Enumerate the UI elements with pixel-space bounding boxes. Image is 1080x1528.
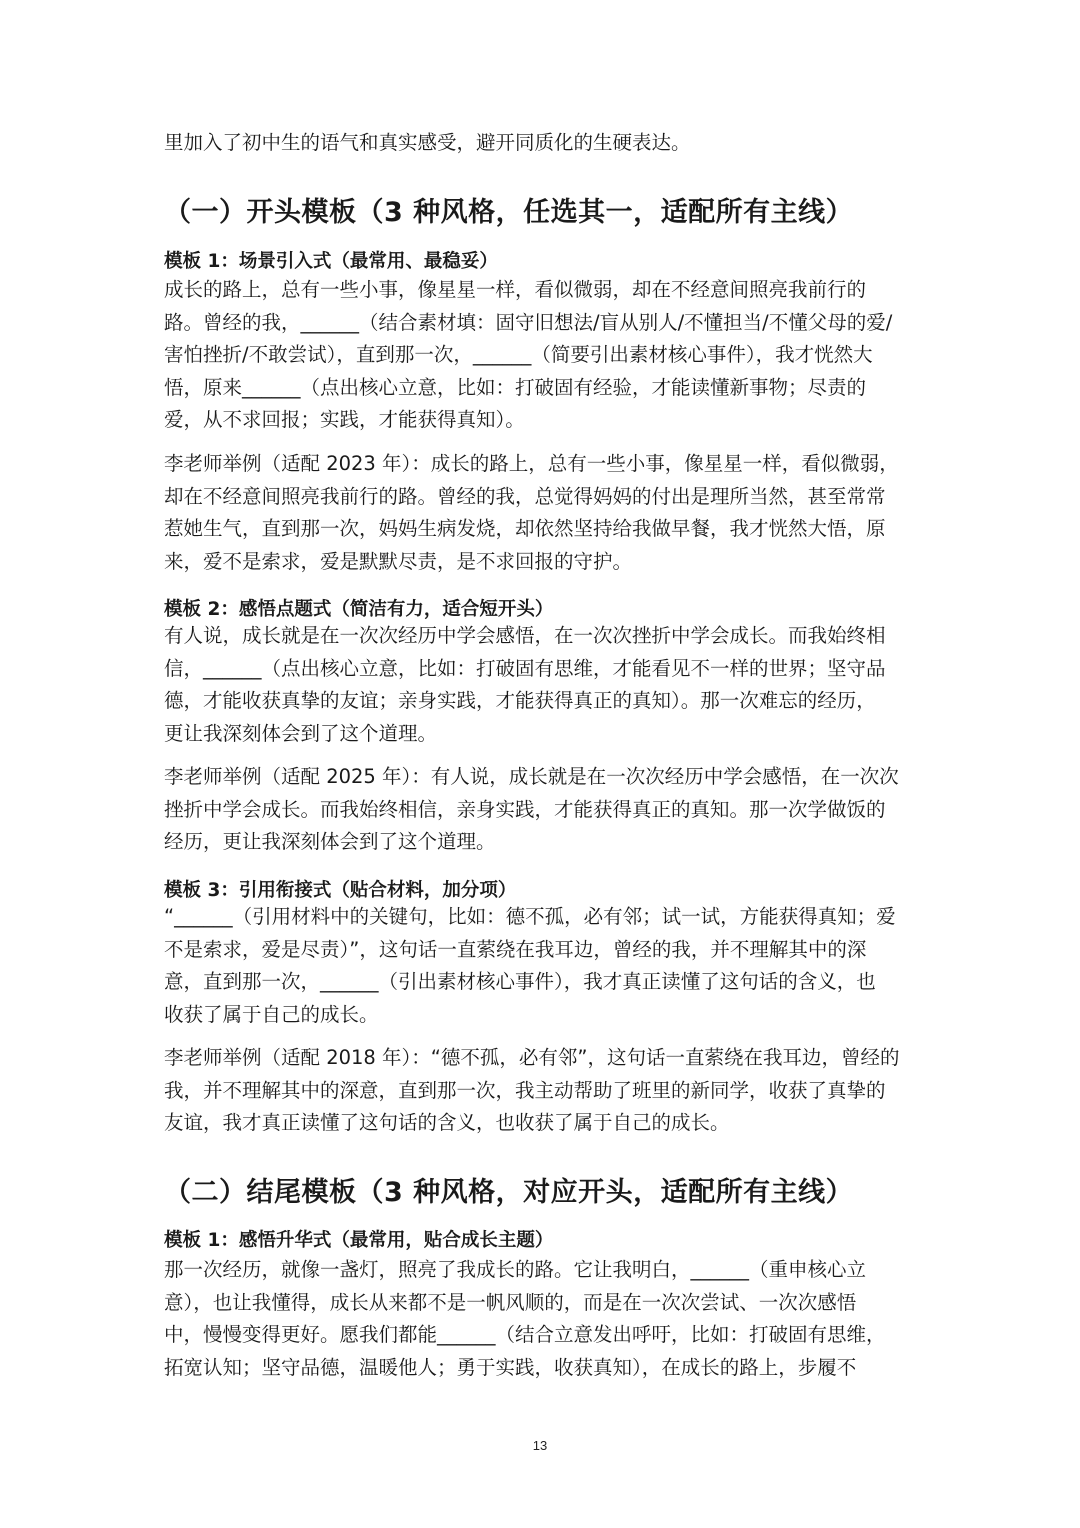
template-1-heading: 模板 1：场景引入式（最常用、最稳妥） [164, 251, 498, 272]
text-line: 不是索求，爱是尽责）”，这句话一直萦绕在我耳边，曾经的我，并不理解其中的深 [164, 937, 867, 961]
text-line: 那一次经历，就像一盏灯，照亮了我成长的路。它让我明白，______（重申核心立 [164, 1258, 867, 1281]
template-2-example [164, 761, 924, 859]
template-2-paragraph [164, 620, 924, 750]
ending-template-1-paragraph [164, 1254, 924, 1384]
text-line: 中，慢慢变得更好。愿我们都能______（结合立意发出呼吁，比如：打破固有思维， [164, 1323, 886, 1346]
template-3-heading: 模板 3：引用衔接式（贴合材料，加分项） [164, 880, 517, 901]
section-heading-opening: （一）开头模板（3 种风格，任选其一，适配所有主线） [164, 197, 854, 228]
text-line: 经历，更让我深刻体会到了这个道理。 [164, 830, 496, 853]
text-line: 却在不经意间照亮我前行的路。曾经的我，总觉得妈妈的付出是理所当然，甚至常常 [164, 484, 886, 508]
text-line: 李老师举例（适配 2023 年）：成长的路上，总有一些小事，像星星一样，看似微弱， [164, 452, 899, 475]
template-3-example [164, 1042, 924, 1140]
text-line: 我，并不理解其中的深意，直到那一次，我主动帮助了班里的新同学，收获了真挚的 [164, 1078, 886, 1102]
text-line: “______（引用材料中的关键句，比如：德不孤，必有邻；试一试，方能获得真知；爱 [164, 905, 896, 928]
text-line: 爱，从不求回报；实践，才能获得真知）。 [164, 408, 525, 431]
template-3-paragraph [164, 901, 924, 1031]
template-1-example [164, 448, 924, 578]
intro-paragraph [164, 127, 924, 160]
text-line: 李老师举例（适配 2018 年）：“德不孤，必有邻”，这句话一直萦绕在我耳边，曾经的 [164, 1046, 900, 1069]
text-line: 友谊，我才真正读懂了这句话的含义，也收获了属于自己的成长。 [164, 1111, 730, 1134]
text-line: 路。曾经的我，______（结合素材填：固守旧想法/盲从别人/不懂担当/不懂父母的爱/ [164, 310, 893, 334]
text-line: 成长的路上，总有一些小事，像星星一样，看似微弱，却在不经意间照亮我前行的 [164, 278, 867, 301]
text-line: 挫折中学会成长。而我始终相信，亲身实践，才能获得真正的真知。那一次学做饭的 [164, 797, 886, 821]
page-number: 13 [532, 1438, 548, 1453]
text-line: 悟，原来______（点出核心立意，比如：打破固有经验，才能读懂新事物；尽责的 [164, 375, 867, 399]
text-line: 意，直到那一次，______（引出素材核心事件），我才真正读懂了这句话的含义，也 [164, 970, 876, 993]
text-line: 来，爱不是索求，爱是默默尽责，是不求回报的守护。 [164, 549, 633, 573]
text-line: 德，才能收获真挚的友谊；亲身实践，才能获得真正的真知）。那一次难忘的经历， [164, 689, 876, 712]
text-line: 拓宽认知；坚守品德，温暖他人；勇于实践，收获真知），在成长的路上，步履不 [164, 1355, 857, 1379]
template-1-paragraph [164, 274, 924, 437]
text-line: 李老师举例（适配 2025 年）：有人说，成长就是在一次次经历中学会感悟，在一次次 [164, 765, 899, 788]
text-line: 有人说，成长就是在一次次经历中学会感悟，在一次次挫折中学会成长。而我始终相 [164, 624, 886, 647]
template-2-heading: 模板 2：感悟点题式（简洁有力，适合短开头） [164, 599, 554, 620]
ending-template-1-heading: 模板 1：感悟升华式（最常用，贴合成长主题） [164, 1230, 554, 1251]
text-line: 意），也让我懂得，成长从来都不是一帆风顺的，而是在一次次尝试、一次次感悟 [164, 1290, 857, 1314]
text-line: 里加入了初中生的语气和真实感受，避开同质化的生硬表达。 [164, 131, 691, 154]
section-heading-ending: （二）结尾模板（3 种风格，对应开头，适配所有主线） [164, 1177, 854, 1208]
text-line: 惹她生气，直到那一次，妈妈生病发烧，却依然坚持给我做早餐，我才恍然大悟，原 [164, 517, 886, 540]
text-line: 害怕挫折/不敢尝试），直到那一次，______（简要引出素材核心事件），我才恍然大 [164, 343, 873, 366]
text-line: 信，______（点出核心立意，比如：打破固有思维，才能看见不一样的世界；坚守品 [164, 656, 886, 680]
text-line: 收获了属于自己的成长。 [164, 1002, 379, 1026]
text-line: 更让我深刻体会到了这个道理。 [164, 721, 438, 745]
